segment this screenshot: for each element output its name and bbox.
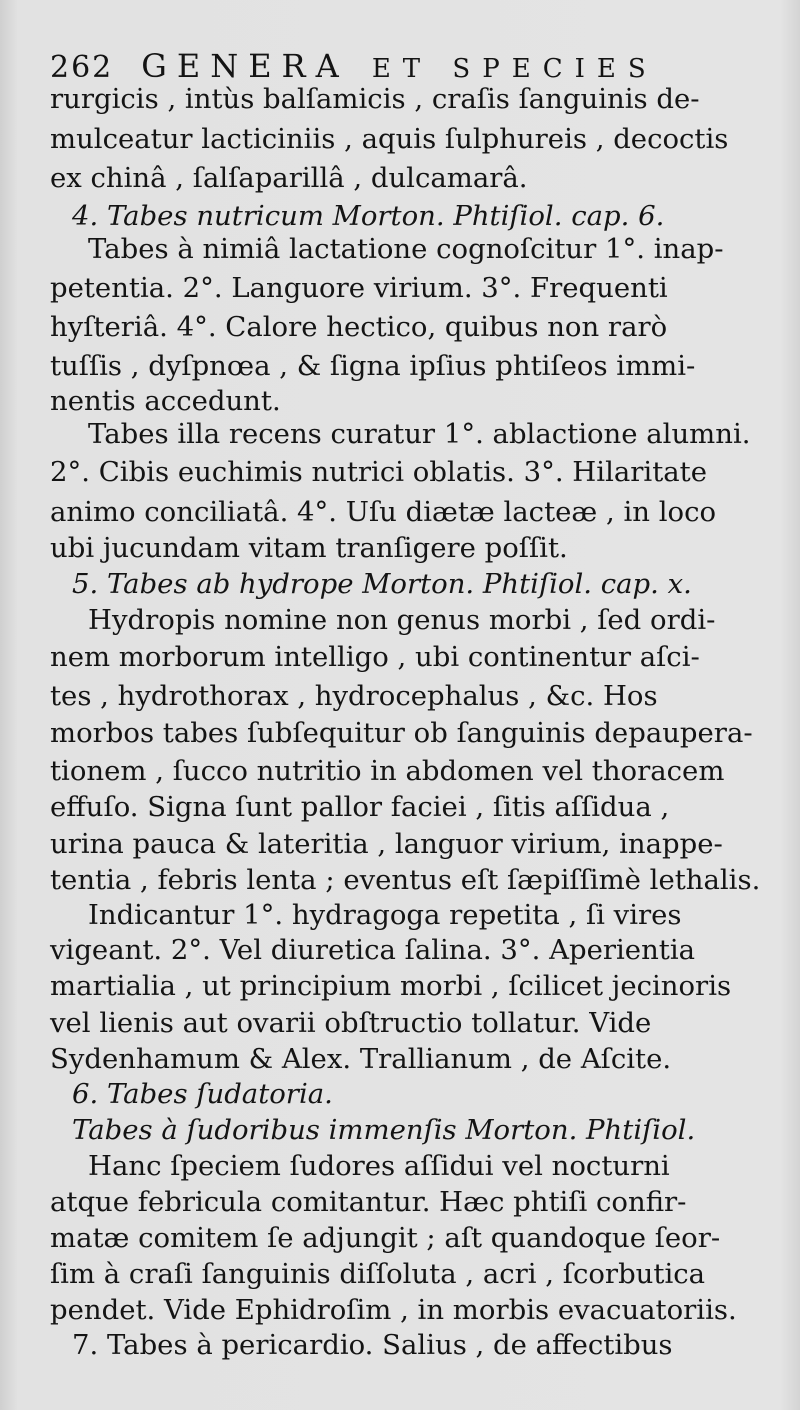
text-line: mulceatur lacticiniis , aquis ſulphureis , decoctis: [50, 123, 729, 155]
text-line: Tabes illa recens curatur 1°. ablactione alumni.: [88, 418, 751, 450]
text-line: ubi jucundam vitam tranſigere poſſit.: [50, 532, 568, 564]
text-line: 2°. Cibis euchimis nutrici oblatis. 3°. Hilaritate: [50, 456, 707, 488]
text-line: pendet. Vide Ephidroſim , in morbis evacuatoriis.: [50, 1294, 737, 1326]
text-line: urina pauca & lateritia , languor virium, inappe-: [50, 828, 723, 860]
text-line: Sydenhamum & Alex. Trallianum , de Aſcite.: [50, 1043, 672, 1075]
text-line: nentis accedunt.: [50, 385, 281, 417]
text-line: morbos tabes ſubſequitur ob ſanguinis depaupera-: [50, 717, 753, 749]
text-line: atque febricula comitantur. Hæc phtiſi confir-: [50, 1186, 687, 1218]
text-line: Indicantur 1°. hydragoga repetita , ſi vires: [88, 899, 682, 931]
text-line: petentia. 2°. Languore virium. 3°. Frequenti: [50, 272, 668, 304]
text-line: Hanc ſpeciem ſudores aſſidui vel nocturni: [88, 1150, 670, 1182]
text-line: vel lienis aut ovarii obſtructio tollatur. Vide: [50, 1007, 652, 1039]
text-line: matæ comitem ſe adjungit ; aſt quandoque ſeor-: [50, 1222, 721, 1254]
text-line: tes , hydrothorax , hydrocephalus , &c. Hos: [50, 680, 658, 712]
text-line: ex chinâ , ſalſaparillâ , dulcamarâ.: [50, 162, 528, 194]
text-line: Tabes à nimiâ lactatione cognoſcitur 1°. inap-: [88, 233, 724, 265]
text-line: nem morborum intelligo , ubi continentur aſci-: [50, 641, 700, 673]
text-line: tentia , febris lenta ; eventus eſt ſæpiſſimè lethalis.: [50, 864, 761, 896]
section-heading: 4. Tabes nutricum Morton. Phtiſiol. cap. 6.: [72, 200, 665, 232]
section-heading: 5. Tabes ab hydrope Morton. Phtiſiol. cap. x.: [72, 568, 692, 600]
running-title-genera: GENERA: [141, 47, 349, 85]
text-line: hyſteriâ. 4°. Calore hectico, quibus non rarò: [50, 311, 668, 343]
text-line: tuſſis , dyſpnœa , & ſigna ipſius phtiſeos immi-: [50, 350, 696, 382]
text-line: martialia , ut principium morbi , ſcilicet jecinoris: [50, 970, 732, 1002]
text-line: effuſo. Signa ſunt pallor faciei , ſitis aſſidua ,: [50, 791, 670, 823]
page-number: 262: [50, 50, 114, 85]
section-heading: 6. Tabes ſudatoria.: [72, 1078, 333, 1110]
running-title-species: ET SPECIES: [371, 54, 658, 84]
text-line: 7. Tabes à pericardio. Salius , de affectibus: [72, 1329, 673, 1361]
text-line: Hydropis nomine non genus morbi , ſed ordi-: [88, 604, 716, 636]
text-line: tionem , ſucco nutritio in abdomen vel thoracem: [50, 755, 725, 787]
text-line: animo conciliatâ. 4°. Uſu diætæ lacteæ , in loco: [50, 496, 717, 528]
text-line: ſim à craſi ſanguinis diſſoluta , acri , ſcorbutica: [50, 1258, 706, 1290]
text-line: vigeant. 2°. Vel diuretica ſalina. 3°. Aperientia: [50, 934, 696, 966]
text-line: rurgicis , intùs balſamicis , craſis ſanguinis de-: [50, 83, 700, 115]
text-line: Tabes à ſudoribus immenſis Morton. Phtiſiol.: [72, 1114, 696, 1146]
